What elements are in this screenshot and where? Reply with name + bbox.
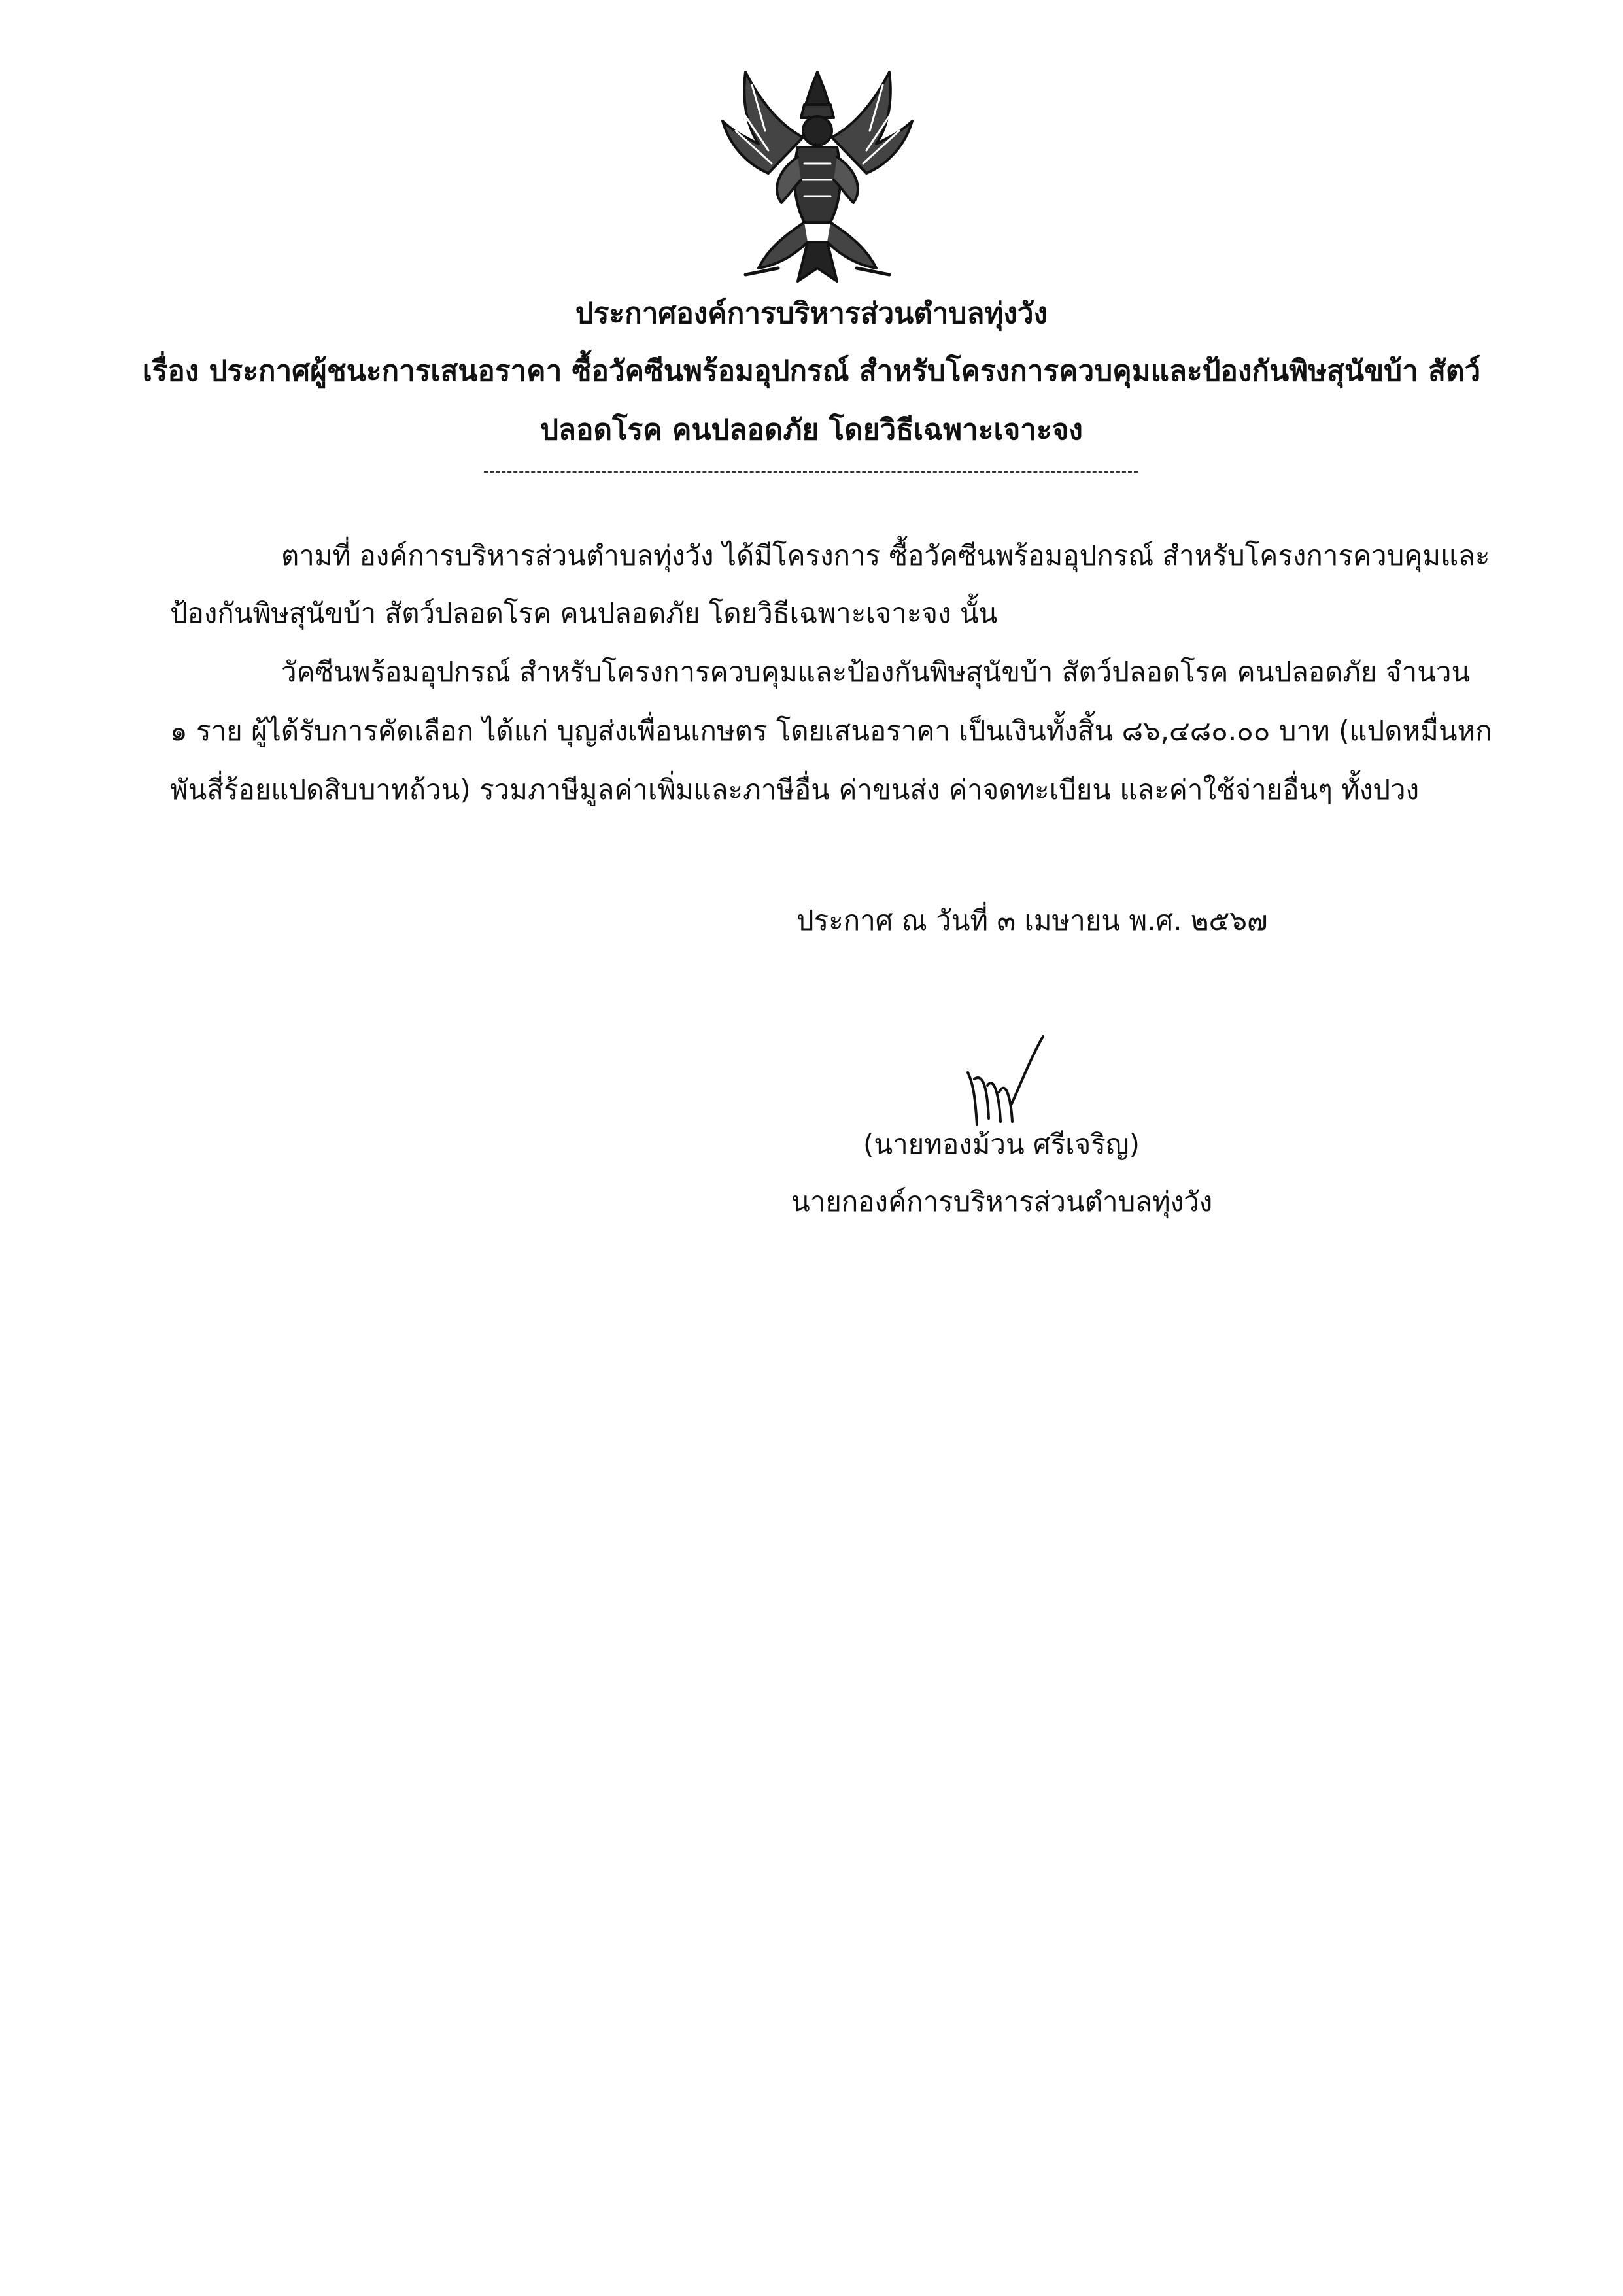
paragraph-2-line-3: พันสี่ร้อยแปดสิบบาทถ้วน) รวมภาษีมูลค่าเพิ่มและภาษีอื่น ค่าขนส่ง ค่าจดทะเบียน และค่าใช้จ่ายอื่นๆ ทั้งปวง	[170, 774, 1420, 806]
announcement-subject-continued: ปลอดโรค คนปลอดภัย โดยวิธีเฉพาะเจาะจง	[540, 413, 1083, 447]
paragraph-1-line-1: ตามที่ องค์การบริหารส่วนตำบลทุ่งวัง ได้มีโครงการ ซื้อวัคซีนพร้อมอุปกรณ์ สำหรับโครงการควบคุมและ	[281, 540, 1490, 572]
paragraph-2-line-2: ๑ ราย ผู้ได้รับการคัดเลือก ได้แก่ บุญส่งเพื่อนเกษตร โดยเสนอราคา เป็นเงินทั้งสิ้น ๘๖,๔๘๐.๐๐ บาท (แปดหมื่นหก	[170, 715, 1492, 747]
announcement-title: ประกาศองค์การบริหารส่วนตำบลทุ่งวัง	[575, 297, 1048, 330]
announcement-subject: เรื่อง ประกาศผู้ชนะการเสนอราคา ซื้อวัคซีนพร้อมอุปกรณ์ สำหรับโครงการควบคุมและป้องกันพิษสุนัขบ้า สัตว์	[142, 354, 1481, 388]
signer-name: (นายทองม้วน ศรีเจริญ)	[863, 1128, 1140, 1160]
paragraph-2-line-1: วัคซีนพร้อมอุปกรณ์ สำหรับโครงการควบคุมและป้องกันพิษสุนัขบ้า สัตว์ปลอดโรค คนปลอดภัย จำนวน	[281, 656, 1471, 688]
title-divider	[484, 471, 1138, 473]
paragraph-1-line-2: ป้องกันพิษสุนัขบ้า สัตว์ปลอดโรค คนปลอดภัย โดยวิธีเฉพาะเจาะจง นั้น	[170, 597, 998, 629]
handwritten-signature-icon	[955, 1033, 1046, 1131]
announcement-date: ประกาศ ณ วันที่ ๓ เมษายน พ.ศ. ๒๕๖๗	[796, 904, 1268, 936]
signer-position: นายกองค์การบริหารส่วนตำบลทุ่งวัง	[791, 1186, 1213, 1218]
garuda-emblem-icon	[706, 59, 929, 294]
